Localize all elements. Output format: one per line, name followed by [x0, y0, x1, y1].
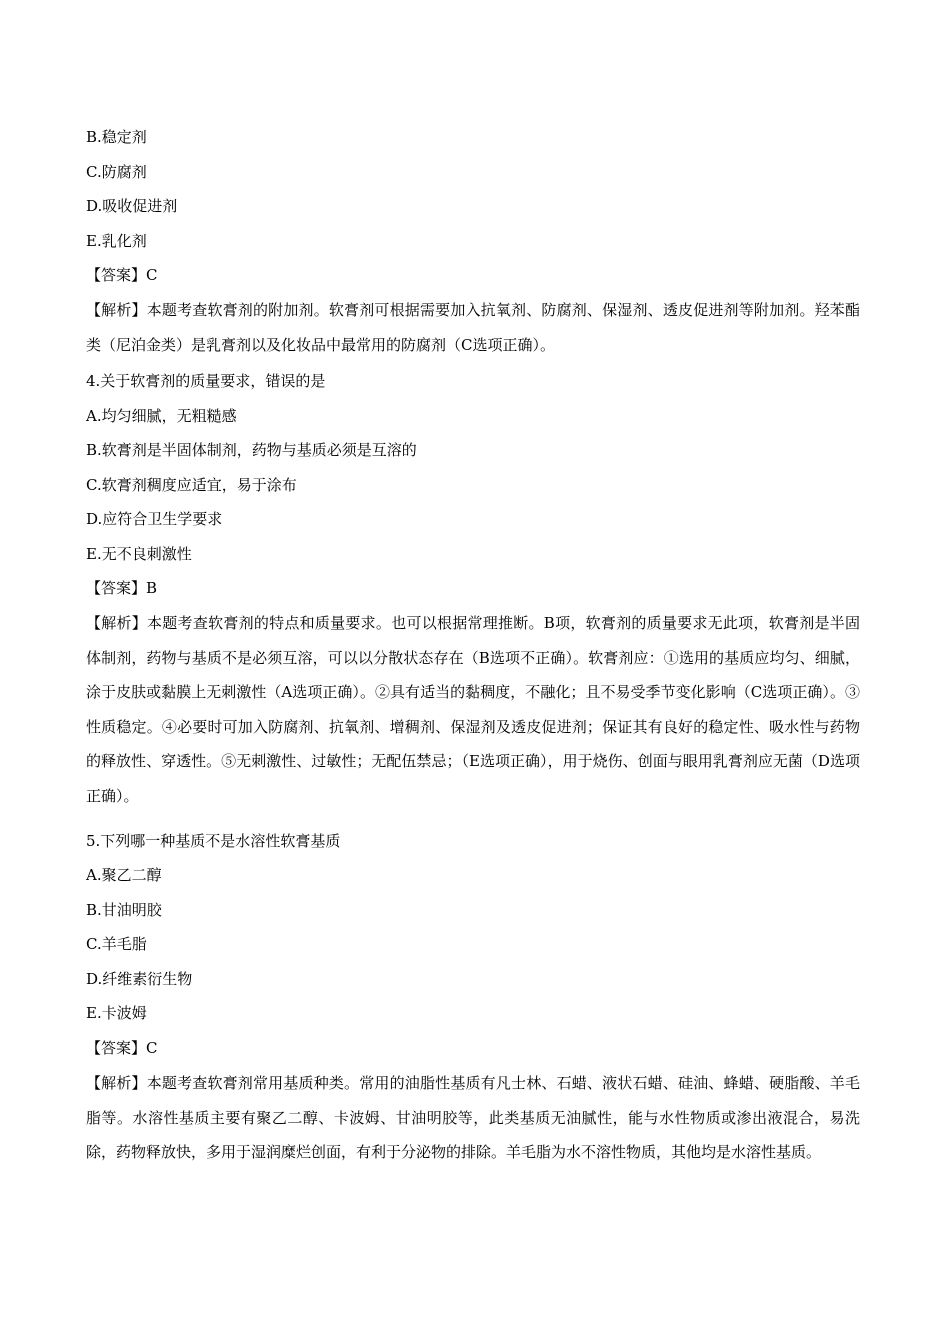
- q4-question: 4.关于软膏剂的质量要求，错误的是: [86, 372, 326, 390]
- q5-analysis: 【解析】本题考查软膏剂常用基质种类。常用的油脂性基质有凡士林、石蜡、液状石蜡、硅油、蜂蜡、硬脂酸、羊毛脂等。水溶性基质主要有聚乙二醇、卡波姆、甘油明胶等，此类基质无油腻性，能与水性物质或渗出液混合，易洗除，药物释放快，多用于湿润糜烂创面，有利于分泌物的排除。羊毛脂为水不溶性物质，其他均是水溶性基质。: [86, 1074, 860, 1161]
- q3-analysis: 【解析】本题考查软膏剂的附加剂。软膏剂可根据需要加入抗氧剂、防腐剂、保湿剂、透皮促进剂等附加剂。羟苯酯类（尼泊金类）是乳膏剂以及化妆品中最常用的防腐剂（C选项正确）。: [86, 301, 860, 354]
- q4-option-b: B.软膏剂是半固体制剂，药物与基质必须是互溶的: [86, 441, 417, 459]
- q5-question: 5.下列哪一种基质不是水溶性软膏基质: [86, 832, 341, 850]
- q5-option-c: C.羊毛脂: [86, 935, 147, 953]
- q3-option-c: C.防腐剂: [86, 163, 147, 181]
- q4-analysis: 【解析】本题考查软膏剂的特点和质量要求。也可以根据常理推断。B项，软膏剂的质量要求无此项，软膏剂是半固体制剂，药物与基质不是必须互溶，可以以分散状态存在（B选项不正确）。软膏剂应：①选用的基质应均匀、细腻，涂于皮肤或黏膜上无刺激性（A选项正确）。②具有适当的黏稠度，不融化；且不易受季节变化影响（C选项正确）。③性质稳定。④必要时可加入防腐剂、抗氧剂、增稠剂、保湿剂及透皮促进剂；保证其有良好的稳定性、吸水性与药物的释放性、穿透性。⑤无刺激性、过敏性；无配伍禁忌；（E选项正确），用于烧伤、创面与眼用乳膏剂应无菌（D选项正确）。: [86, 614, 860, 805]
- q4-option-c: C.软膏剂稠度应适宜，易于涂布: [86, 476, 297, 494]
- q5-answer: 【答案】C: [86, 1039, 158, 1057]
- q4-answer: 【答案】B: [86, 579, 158, 597]
- q3-option-b: B.稳定剂: [86, 128, 147, 146]
- q3-option-d: D.吸收促进剂: [86, 197, 178, 215]
- q4-option-a: A.均匀细腻，无粗糙感: [86, 407, 237, 425]
- q5-option-e: E.卡波姆: [86, 1004, 147, 1022]
- q5-option-a: A.聚乙二醇: [86, 866, 162, 884]
- q3-option-e: E.乳化剂: [86, 232, 147, 250]
- q4-option-e: E.无不良刺激性: [86, 545, 192, 563]
- q4-option-d: D.应符合卫生学要求: [86, 510, 223, 528]
- q5-option-d: D.纤维素衍生物: [86, 970, 193, 988]
- q5-option-b: B.甘油明胶: [86, 901, 162, 919]
- q3-answer: 【答案】C: [86, 266, 158, 284]
